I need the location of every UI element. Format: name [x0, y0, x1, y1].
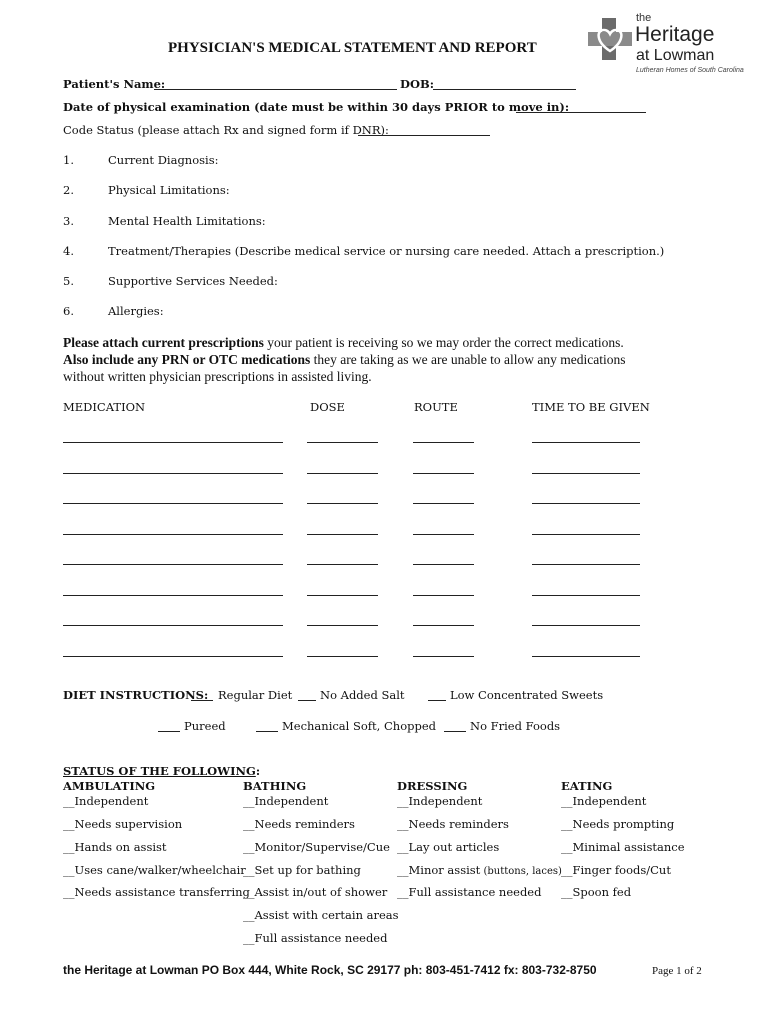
item-number: 1.: [63, 153, 74, 167]
diet-regular: Regular Diet: [218, 688, 293, 702]
medication-blank[interactable]: [63, 625, 283, 626]
ambulating-title: AMBULATING: [63, 779, 156, 793]
dressing-full-assistance[interactable]: __Full assistance needed: [397, 885, 542, 899]
route-blank[interactable]: [413, 442, 474, 443]
bathing-title: BATHING: [243, 779, 307, 793]
bathing-needs-reminders[interactable]: __Needs reminders: [243, 817, 355, 831]
allergies-label: Allergies:: [108, 304, 164, 318]
dob-label: DOB:: [400, 77, 434, 91]
ambulating-uses-cane[interactable]: __Uses cane/walker/wheelchair: [63, 863, 246, 877]
time-blank[interactable]: [532, 442, 640, 443]
route-header: ROUTE: [414, 400, 458, 414]
dressing-needs-reminders[interactable]: __Needs reminders: [397, 817, 509, 831]
bathing-monitor[interactable]: __Monitor/Supervise/Cue: [243, 840, 390, 854]
time-header: TIME TO BE GIVEN: [532, 400, 650, 414]
dressing-minor-assist[interactable]: [397, 863, 562, 877]
dose-blank[interactable]: [307, 564, 378, 565]
dose-blank[interactable]: [307, 625, 378, 626]
medication-blank[interactable]: [63, 473, 283, 474]
time-blank[interactable]: [532, 564, 640, 565]
diet-blank-pureed[interactable]: [158, 731, 180, 732]
time-blank[interactable]: [532, 534, 640, 535]
time-blank[interactable]: [532, 595, 640, 596]
treatment-label: Treatment/Therapies (Describe medical service or nursing care needed. Attach a prescription.): [108, 244, 665, 258]
bathing-assist-shower[interactable]: __Assist in/out of shower: [243, 885, 388, 899]
notice-line-1: [63, 334, 624, 351]
diet-mechanical-soft: Mechanical Soft, Chopped: [282, 719, 437, 733]
item-number: 2.: [63, 183, 74, 197]
item-number: 3.: [63, 214, 74, 228]
notice-text-1: your patient is receiving so we may order the correct medications.: [263, 335, 624, 350]
time-blank[interactable]: [532, 503, 640, 504]
logo-the: the: [636, 12, 652, 24]
dressing-independent[interactable]: __Independent: [397, 794, 483, 808]
dressing-title: DRESSING: [397, 779, 468, 793]
eating-minimal-assistance[interactable]: __Minimal assistance: [561, 840, 685, 854]
mental-health-label: Mental Health Limitations:: [108, 214, 266, 228]
time-blank[interactable]: [532, 625, 640, 626]
bathing-independent[interactable]: __Independent: [243, 794, 329, 808]
medication-blank[interactable]: [63, 442, 283, 443]
medication-blank[interactable]: [63, 595, 283, 596]
eating-title: EATING: [561, 779, 613, 793]
patient-name-label: Patient's Name:: [63, 77, 166, 91]
notice-text-2: they are taking as we are unable to allow any medications: [310, 352, 626, 367]
diet-blank-mechanical[interactable]: [256, 731, 278, 732]
diet-low-sweets: Low Concentrated Sweets: [450, 688, 604, 702]
route-blank[interactable]: [413, 503, 474, 504]
page-title: PHYSICIAN'S MEDICAL STATEMENT AND REPORT: [168, 40, 537, 56]
medication-blank[interactable]: [63, 656, 283, 657]
time-blank[interactable]: [532, 656, 640, 657]
route-blank[interactable]: [413, 595, 474, 596]
physical-limitations-label: Physical Limitations:: [108, 183, 230, 197]
dressing-lay-out[interactable]: __Lay out articles: [397, 840, 500, 854]
eating-independent[interactable]: __Independent: [561, 794, 647, 808]
dressing-minor-assist-label: __Minor assist: [397, 863, 481, 877]
exam-date-field[interactable]: [516, 112, 646, 113]
footer-contact: the Heritage at Lowman PO Box 444, White Rock, SC 29177 ph: 803-451-7412 fx: 803-732-8750: [63, 963, 597, 977]
route-blank[interactable]: [413, 656, 474, 657]
patient-name-field[interactable]: [154, 89, 397, 90]
logo-heritage: Heritage: [635, 23, 715, 46]
status-heading: [63, 764, 260, 778]
diet-no-fried: No Fried Foods: [470, 719, 561, 733]
dose-blank[interactable]: [307, 442, 378, 443]
item-number: 6.: [63, 304, 74, 318]
status-heading-text: STATUS OF THE FOLLOWING: [63, 764, 256, 778]
notice-bold-1: Please attach current prescriptions: [63, 335, 264, 350]
diet-blank-no-salt[interactable]: [298, 700, 316, 701]
time-blank[interactable]: [532, 473, 640, 474]
route-blank[interactable]: [413, 534, 474, 535]
exam-date-label: Date of physical examination (date must be within 30 days PRIOR to move in):: [63, 100, 570, 114]
medication-blank[interactable]: [63, 503, 283, 504]
ambulating-hands-on-assist[interactable]: __Hands on assist: [63, 840, 167, 854]
dose-blank[interactable]: [307, 503, 378, 504]
diet-blank-regular[interactable]: [191, 700, 213, 701]
diet-pureed: Pureed: [184, 719, 226, 733]
eating-spoon-fed[interactable]: __Spoon fed: [561, 885, 632, 899]
medication-blank[interactable]: [63, 564, 283, 565]
notice-bold-2: Also include any PRN or OTC medications: [63, 352, 311, 367]
dose-blank[interactable]: [307, 656, 378, 657]
ambulating-transferring[interactable]: __Needs assistance transferring: [63, 885, 250, 899]
medication-header: MEDICATION: [63, 400, 146, 414]
bathing-assist-areas[interactable]: __Assist with certain areas: [243, 908, 399, 922]
eating-finger-foods[interactable]: __Finger foods/Cut: [561, 863, 671, 877]
ambulating-independent[interactable]: __Independent: [63, 794, 149, 808]
route-blank[interactable]: [413, 625, 474, 626]
bathing-set-up[interactable]: __Set up for bathing: [243, 863, 361, 877]
logo-tagline: Lutheran Homes of South Carolina: [636, 67, 744, 74]
dressing-minor-note: (buttons, laces): [480, 866, 562, 877]
item-number: 5.: [63, 274, 74, 288]
logo-at-lowman: at Lowman: [636, 47, 715, 64]
route-blank[interactable]: [413, 473, 474, 474]
dob-field[interactable]: [433, 89, 576, 90]
ambulating-needs-supervision[interactable]: __Needs supervision: [63, 817, 183, 831]
dose-blank[interactable]: [307, 534, 378, 535]
code-status-field[interactable]: [358, 135, 490, 136]
current-diagnosis-label: Current Diagnosis:: [108, 153, 219, 167]
diet-blank-no-fried[interactable]: [444, 731, 466, 732]
item-number: 4.: [63, 244, 74, 258]
medication-blank[interactable]: [63, 534, 283, 535]
route-blank[interactable]: [413, 564, 474, 565]
notice-line-3: without written physician prescriptions in assisted living.: [63, 369, 372, 384]
dose-blank[interactable]: [307, 473, 378, 474]
bathing-full-assistance[interactable]: __Full assistance needed: [243, 931, 388, 945]
dose-blank[interactable]: [307, 595, 378, 596]
code-status-label: Code Status (please attach Rx and signed form if DNR):: [63, 123, 389, 137]
diet-blank-low-sweets[interactable]: [428, 700, 446, 701]
notice-line-2: [63, 351, 626, 368]
supportive-services-label: Supportive Services Needed:: [108, 274, 278, 288]
diet-no-added-salt: No Added Salt: [320, 688, 405, 702]
status-heading-colon: :: [255, 764, 261, 778]
page-number: Page 1 of 2: [652, 965, 702, 977]
dose-header: DOSE: [310, 400, 345, 414]
eating-needs-prompting[interactable]: __Needs prompting: [561, 817, 675, 831]
diet-label: DIET INSTRUCTIONS:: [63, 688, 209, 702]
heart-cross-logo-icon: [588, 18, 632, 60]
